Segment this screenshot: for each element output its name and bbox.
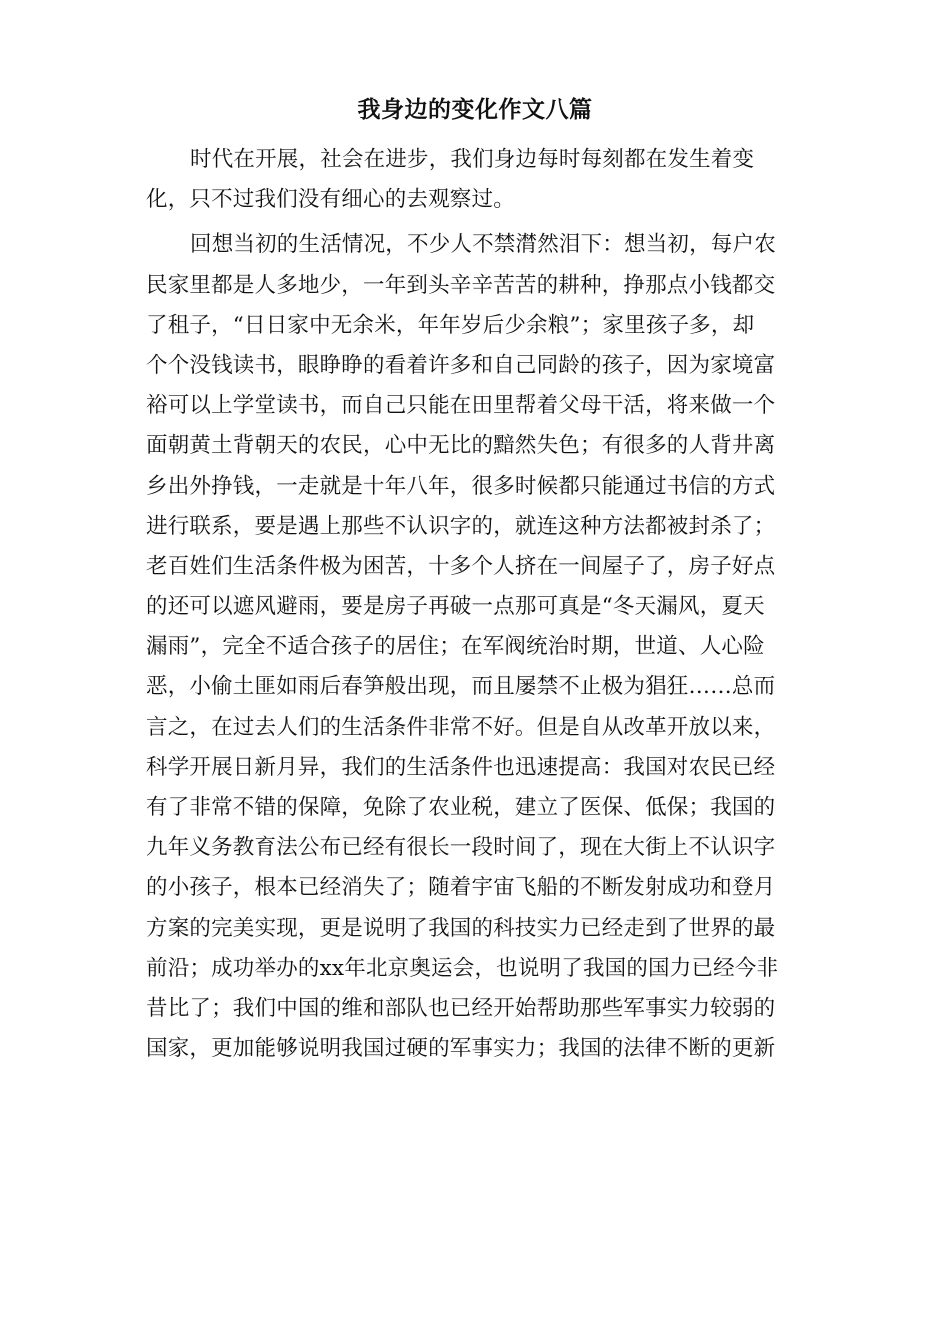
paragraph-line: 前沿；成功举办的xx年北京奥运会，也说明了我国的国力已经今非 bbox=[146, 955, 779, 981]
paragraph-2 bbox=[146, 225, 806, 1069]
document-title: 我身边的变化作文八篇 bbox=[357, 96, 593, 123]
paragraph-line: 恶，小偷土匪如雨后春笋般出现，而且屡禁不止极为猖狂……总而 bbox=[146, 674, 776, 700]
paragraph-line: 化，只不过我们没有细心的去观察过。 bbox=[146, 187, 515, 213]
paragraph-line: 进行联系，要是遇上那些不认识字的，就连这种方法都被封杀了； bbox=[146, 513, 776, 539]
paragraph-line: 九年义务教育法公布已经有很长一段时间了，现在大街上不认识字 bbox=[146, 835, 776, 861]
paragraph-line: 方案的完美实现，更是说明了我国的科技实力已经走到了世界的最 bbox=[146, 915, 776, 941]
paragraph-line: 老百姓们生活条件极为困苦，十多个人挤在一间屋子了，房子好点 bbox=[146, 553, 776, 579]
paragraph-line: 的小孩子，根本已经消失了；随着宇宙飞船的不断发射成功和登月 bbox=[146, 875, 776, 901]
paragraph-line: 言之，在过去人们的生活条件非常不好。但是自从改革开放以来， bbox=[146, 714, 776, 740]
document-body bbox=[146, 140, 806, 1069]
paragraph-line: 回想当初的生活情况，不少人不禁潸然泪下：想当初，每户农 bbox=[190, 232, 776, 258]
paragraph-line: 民家里都是人多地少，一年到头辛辛苦苦的耕种，挣那点小钱都交 bbox=[146, 272, 776, 298]
paragraph-line: 个个没钱读书，眼睁睁的看着许多和自己同龄的孩子，因为家境富 bbox=[146, 352, 776, 378]
paragraph-line: 科学开展日新月异，我们的生活条件也迅速提高：我国对农民已经 bbox=[146, 754, 776, 780]
paragraph-1 bbox=[146, 140, 806, 220]
paragraph-line: 面朝黄土背朝天的农民，心中无比的黯然失色；有很多的人背井离 bbox=[146, 433, 776, 459]
paragraph-line: 了租子，“日日家中无余米，年年岁后少余粮”；家里孩子多，却 bbox=[146, 312, 755, 338]
paragraph-line: 昔比了；我们中国的维和部队也已经开始帮助那些军事实力较弱的 bbox=[146, 995, 776, 1021]
paragraph-line: 漏雨”，完全不适合孩子的居住；在军阀统治时期，世道、人心险 bbox=[146, 634, 765, 660]
paragraph-line: 的还可以遮风避雨，要是房子再破一点那可真是“冬天漏风，夏天 bbox=[146, 594, 765, 620]
paragraph-line: 时代在开展，社会在进步，我们身边每时每刻都在发生着变 bbox=[190, 147, 755, 172]
paragraph-line: 裕可以上学堂读书，而自己只能在田里帮着父母干活，将来做一个 bbox=[146, 393, 776, 419]
paragraph-line: 有了非常不错的保障，免除了农业税，建立了医保、低保；我国的 bbox=[146, 795, 776, 820]
paragraph-line: 乡出外挣钱，一走就是十年八年，很多时候都只能通过书信的方式 bbox=[146, 473, 776, 499]
paragraph-line: 国家，更加能够说明我国过硬的军事实力；我国的法律不断的更新 bbox=[146, 1036, 776, 1062]
